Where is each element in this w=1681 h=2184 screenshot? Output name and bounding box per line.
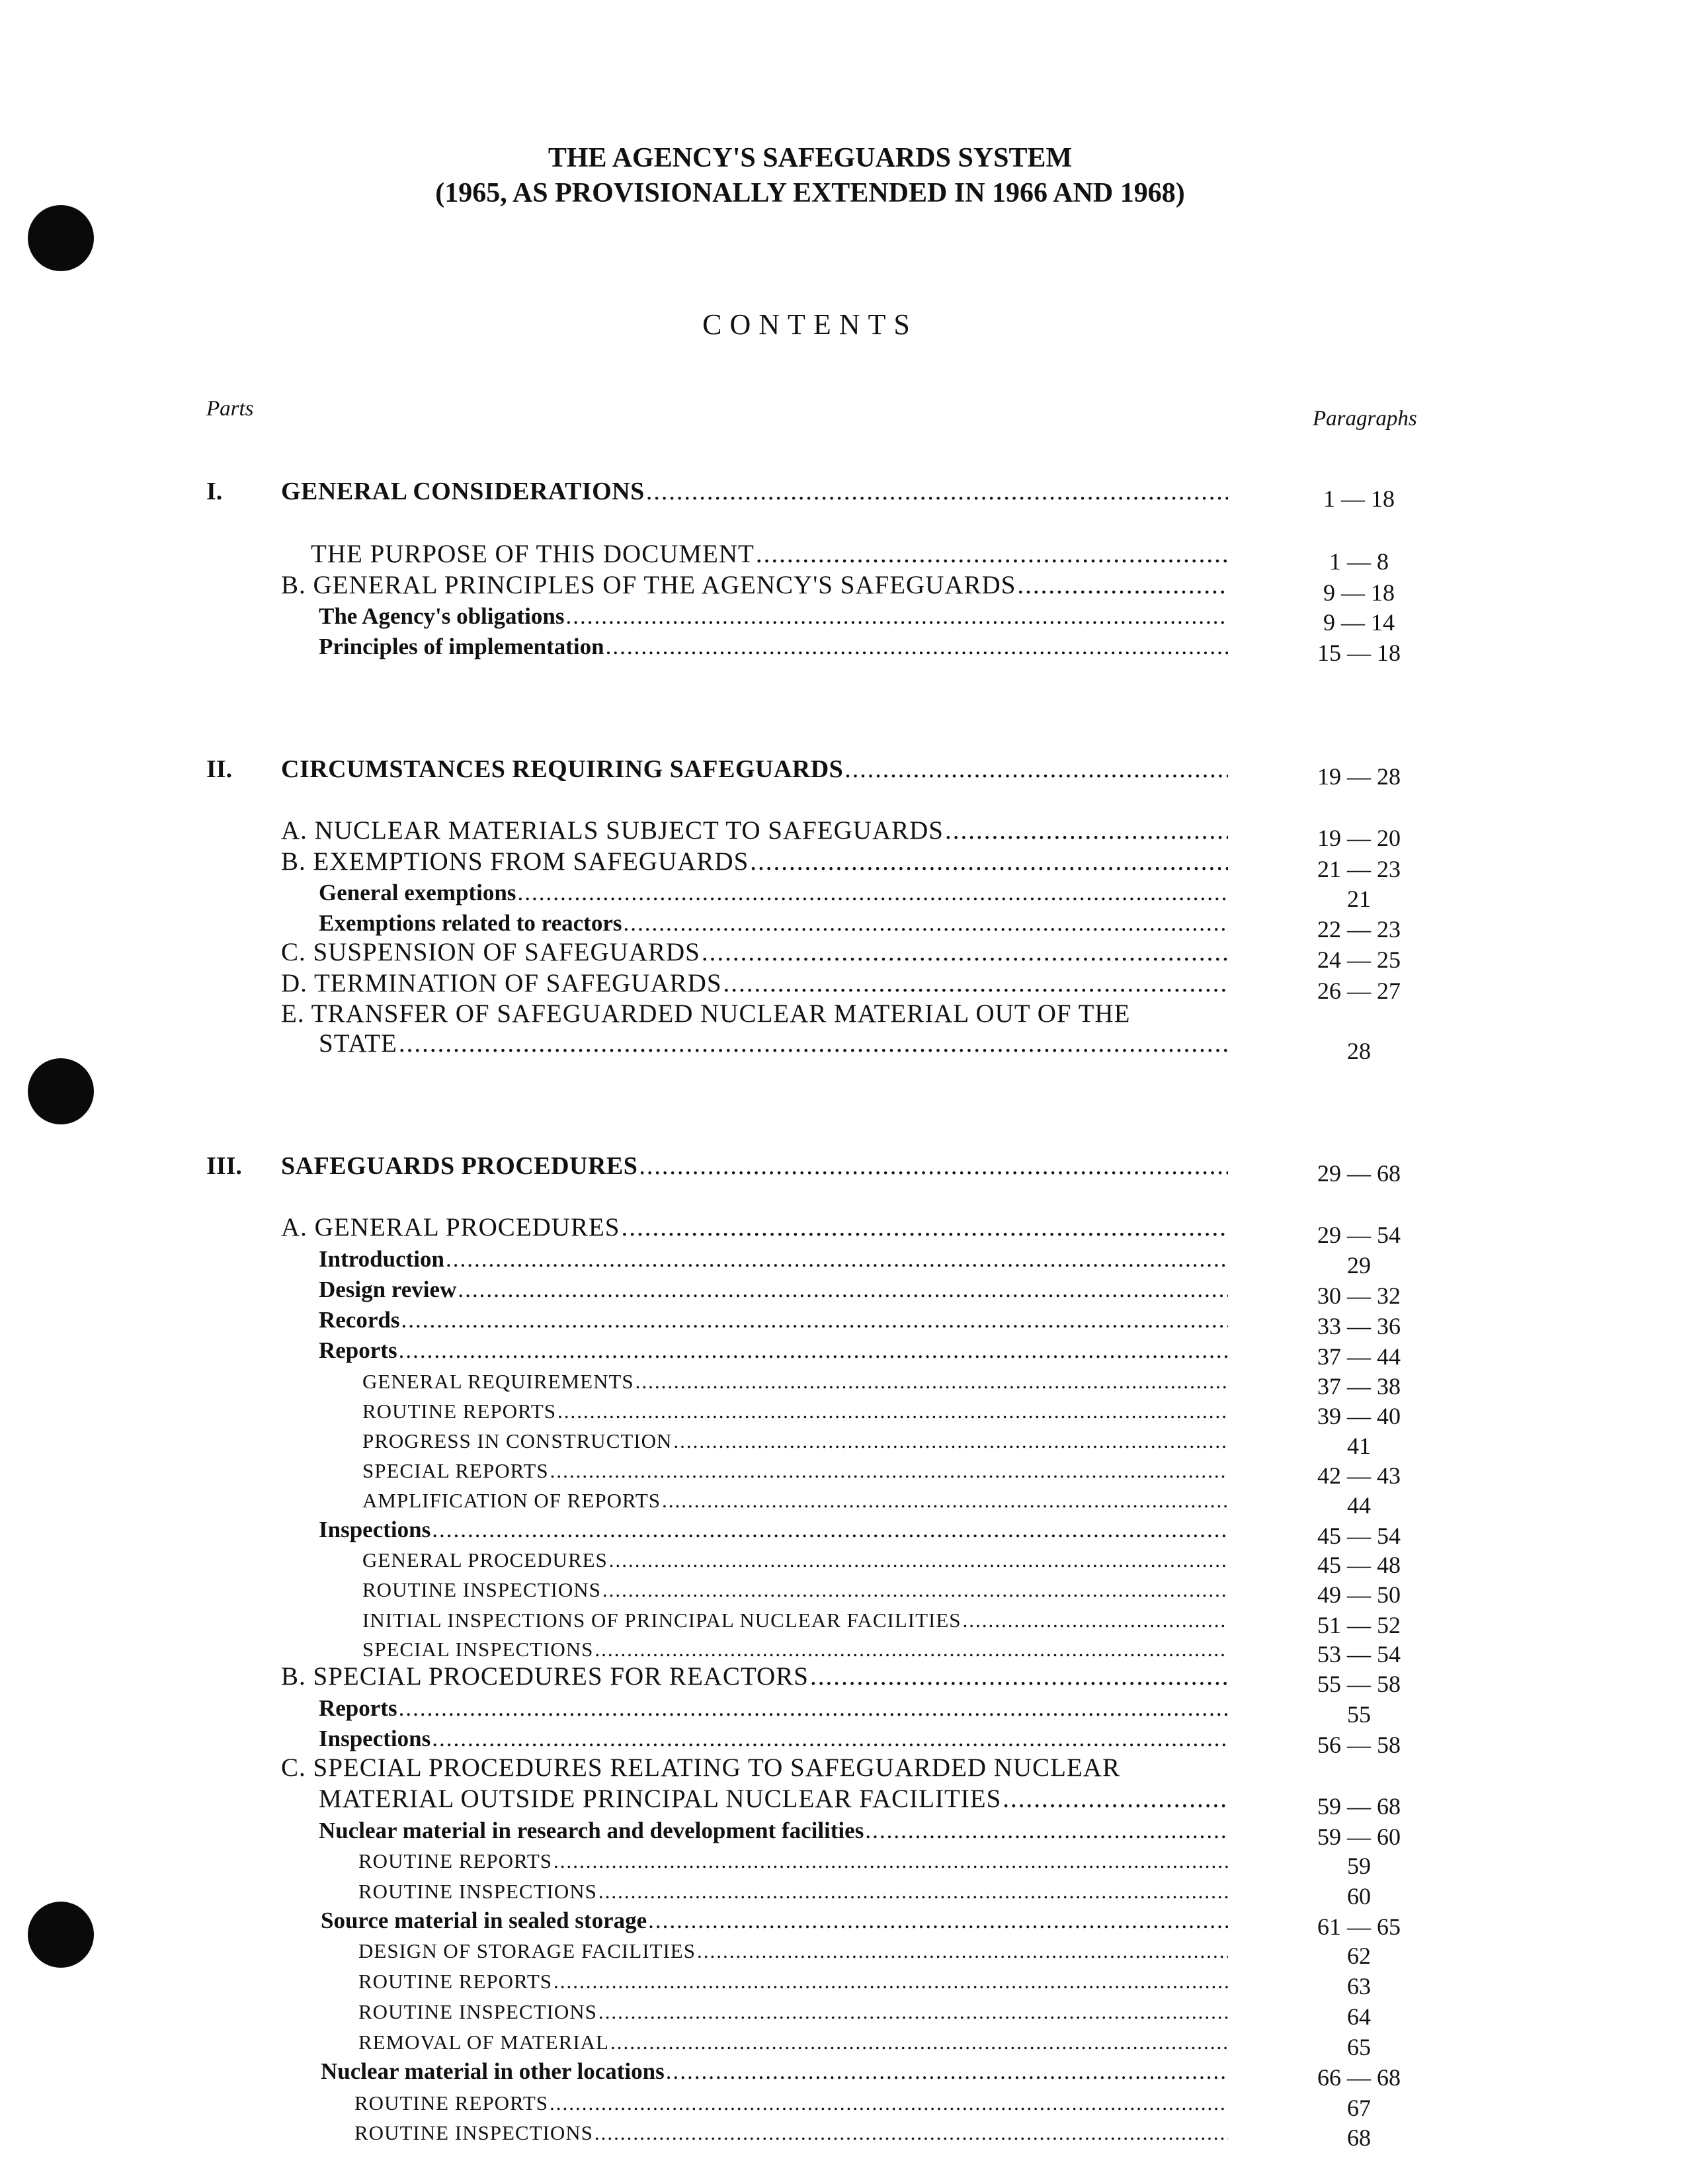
toc-paragraphs: 62 — [1347, 1943, 1371, 1969]
leader-dots — [554, 1970, 1228, 1994]
toc-paragraphs: 28 — [1347, 1038, 1371, 1064]
part-numeral: I. — [206, 478, 223, 505]
column-head-paragraphs: Paragraphs — [1313, 407, 1417, 431]
toc-paragraphs: 42 — 43 — [1317, 1462, 1401, 1489]
toc-paragraphs: 21 — [1347, 886, 1371, 912]
toc-paragraphs: 49 — 50 — [1317, 1581, 1401, 1608]
toc-label: ROUTINE INSPECTIONS — [362, 1578, 601, 1601]
toc-label: SAFEGUARDS PROCEDURES — [281, 1152, 638, 1180]
toc-paragraphs: 19 — 20 — [1317, 825, 1401, 851]
toc-label: THE PURPOSE OF THIS DOCUMENT — [311, 540, 755, 568]
part-numeral: III. — [206, 1152, 242, 1180]
toc-label: GENERAL CONSIDERATIONS — [281, 478, 645, 505]
toc-label: D. TERMINATION OF SAFEGUARDS — [281, 969, 722, 997]
part-numeral: II. — [206, 755, 233, 783]
toc-paragraphs: 24 — 25 — [1317, 946, 1401, 973]
leader-dots — [639, 1152, 1228, 1181]
leader-dots — [602, 1578, 1228, 1602]
leader-dots — [399, 1029, 1228, 1058]
toc-label: ROUTINE REPORTS — [358, 1970, 553, 1993]
toc-section-continued — [0, 1025, 1681, 1065]
toc-label: ROUTINE REPORTS — [354, 2091, 549, 2115]
toc-paragraphs: 41 — [1347, 1433, 1371, 1459]
toc-paragraphs: 67 — [1347, 2095, 1371, 2121]
leader-dots — [844, 755, 1228, 784]
toc-label: REMOVAL OF MATERIAL — [358, 2031, 609, 2054]
leader-dots — [810, 1661, 1228, 1691]
toc-label: A. NUCLEAR MATERIALS SUBJECT TO SAFEGUARDS — [281, 816, 944, 845]
toc-part-3 — [0, 1148, 1681, 1187]
toc-paragraphs: 19 — 28 — [1317, 763, 1401, 790]
toc-label: ROUTINE INSPECTIONS — [358, 2000, 597, 2023]
toc-label: ROUTINE INSPECTIONS — [354, 2121, 593, 2144]
toc-label: Reports — [319, 1695, 397, 1721]
punch-hole-middle — [28, 1058, 94, 1124]
toc-label: ROUTINE INSPECTIONS — [358, 1880, 597, 1903]
toc-paragraphs: 45 — 54 — [1317, 1523, 1401, 1549]
toc-paragraphs: 55 — [1347, 1701, 1371, 1728]
toc-paragraphs: 59 — 68 — [1317, 1793, 1401, 1820]
toc-paragraphs: 39 — 40 — [1317, 1403, 1401, 1429]
toc-label: AMPLIFICATION OF REPORTS — [362, 1489, 661, 1512]
toc-paragraphs: 26 — 27 — [1317, 978, 1401, 1004]
toc-label: E. TRANSFER OF SAFEGUARDED NUCLEAR MATERIAL OUT OF THE — [281, 999, 1131, 1028]
toc-label: Inspections — [319, 1726, 431, 1751]
toc-label: ROUTINE REPORTS — [362, 1400, 557, 1423]
leader-dots — [399, 1337, 1228, 1364]
leader-dots — [756, 539, 1228, 569]
toc-paragraphs: 15 — 18 — [1317, 640, 1401, 666]
document-subtitle: (1965, AS PROVISIONALLY EXTENDED IN 1966 AND 1968) — [435, 178, 1185, 208]
leader-dots — [1017, 570, 1228, 600]
toc-label: Design review — [319, 1277, 457, 1302]
toc-paragraphs: 51 — 52 — [1317, 1612, 1401, 1638]
toc-paragraphs: 45 — 48 — [1317, 1552, 1401, 1578]
toc-label: Records — [319, 1307, 400, 1333]
toc-label: B. EXEMPTIONS FROM SAFEGUARDS — [281, 847, 749, 876]
toc-paragraphs: 53 — 54 — [1317, 1641, 1401, 1667]
leader-dots — [945, 816, 1228, 845]
toc-paragraphs: 44 — [1347, 1492, 1371, 1519]
toc-label: INITIAL INSPECTIONS OF PRINCIPAL NUCLEAR FACILITIES — [362, 1609, 962, 1632]
toc-label: General exemptions — [319, 880, 516, 905]
leader-dots — [1003, 1784, 1228, 1814]
toc-label: Principles of implementation — [319, 634, 604, 659]
toc-paragraphs: 68 — [1347, 2124, 1371, 2151]
toc-label: C. SUSPENSION OF SAFEGUARDS — [281, 938, 700, 966]
toc-paragraphs: 60 — [1347, 1883, 1371, 1910]
leader-dots — [750, 847, 1228, 876]
toc-label: Nuclear material in other locations — [321, 2058, 665, 2084]
toc-label: B. SPECIAL PROCEDURES FOR REACTORS — [281, 1662, 809, 1691]
toc-label: GENERAL REQUIREMENTS — [362, 1370, 634, 1393]
leader-dots — [446, 1246, 1228, 1273]
toc-paragraphs: 64 — [1347, 2003, 1371, 2030]
toc-paragraphs: 37 — 38 — [1317, 1373, 1401, 1400]
toc-label: The Agency's obligations — [319, 603, 565, 629]
toc-label: GENERAL PROCEDURES — [362, 1548, 608, 1572]
toc-paragraphs: 30 — 32 — [1317, 1282, 1401, 1309]
toc-part-1 — [0, 473, 1681, 513]
contents-heading: CONTENTS — [702, 308, 918, 341]
toc-paragraphs: 61 — 65 — [1317, 1913, 1401, 1940]
toc-paragraphs: 9 — 14 — [1323, 609, 1395, 636]
toc-label: ROUTINE REPORTS — [358, 1849, 553, 1872]
leader-dots — [702, 937, 1228, 967]
toc-part-2 — [0, 751, 1681, 790]
toc-label: SPECIAL INSPECTIONS — [362, 1638, 594, 1661]
toc-label: MATERIAL OUTSIDE PRINCIPAL NUCLEAR FACILITIES — [319, 1785, 1002, 1813]
toc-label: Source material in sealed storage — [321, 1908, 647, 1933]
toc-label: A. GENERAL PROCEDURES — [281, 1213, 620, 1241]
leader-dots — [598, 1880, 1228, 1904]
leader-dots — [517, 880, 1228, 906]
toc-paragraphs: 59 — 60 — [1317, 1824, 1401, 1850]
leader-dots — [399, 1695, 1228, 1722]
toc-paragraphs: 65 — [1347, 2034, 1371, 2060]
toc-label: B. GENERAL PRINCIPLES OF THE AGENCY'S SAFEGUARDS — [281, 571, 1016, 599]
leader-dots — [623, 910, 1228, 937]
punch-hole-top — [28, 205, 94, 271]
toc-label: CIRCUMSTANCES REQUIRING SAFEGUARDS — [281, 755, 844, 783]
leader-dots — [458, 1277, 1228, 1303]
leader-dots — [554, 1849, 1228, 1873]
column-head-parts: Parts — [206, 397, 254, 421]
toc-label: SPECIAL REPORTS — [362, 1459, 549, 1482]
leader-dots — [401, 1307, 1228, 1333]
toc-label: Exemptions related to reactors — [319, 910, 622, 936]
toc-paragraphs: 59 — [1347, 1853, 1371, 1879]
toc-label: DESIGN OF STORAGE FACILITIES — [358, 1939, 696, 1962]
toc-paragraphs: 9 — 18 — [1323, 579, 1395, 606]
toc-paragraphs: 56 — 58 — [1317, 1732, 1401, 1758]
leader-dots — [594, 2121, 1228, 2145]
toc-paragraphs: 55 — 58 — [1317, 1671, 1401, 1697]
toc-paragraphs: 1 — 18 — [1323, 485, 1395, 512]
leader-dots — [606, 634, 1228, 660]
leader-dots — [697, 1939, 1228, 1963]
toc-paragraphs: 66 — 68 — [1317, 2064, 1401, 2091]
leader-dots — [565, 603, 1228, 630]
toc-paragraphs: 37 — 44 — [1317, 1343, 1401, 1370]
toc-label: STATE — [319, 1029, 397, 1058]
toc-paragraphs: 29 — 54 — [1317, 1222, 1401, 1248]
toc-paragraphs: 29 — [1347, 1252, 1371, 1279]
toc-item — [0, 2112, 1681, 2152]
toc-label: PROGRESS IN CONSTRUCTION — [362, 1429, 673, 1452]
leader-dots — [610, 2031, 1228, 2054]
toc-label: Introduction — [319, 1246, 444, 1272]
toc-paragraphs: 22 — 23 — [1317, 916, 1401, 943]
toc-label: C. SPECIAL PROCEDURES RELATING TO SAFEGUARDED NUCLEAR — [281, 1753, 1120, 1782]
leader-dots — [432, 1726, 1228, 1752]
leader-dots — [666, 2058, 1228, 2085]
leader-dots — [622, 1212, 1229, 1242]
leader-dots — [646, 477, 1228, 506]
toc-label: Reports — [319, 1337, 397, 1363]
toc-paragraphs: 29 — 68 — [1317, 1160, 1401, 1187]
toc-paragraphs: 21 — 23 — [1317, 856, 1401, 882]
leader-dots — [723, 968, 1228, 998]
toc-subsection — [0, 627, 1681, 667]
toc-paragraphs: 63 — [1347, 1973, 1371, 1999]
leader-dots — [662, 1489, 1228, 1513]
document-title: THE AGENCY'S SAFEGUARDS SYSTEM — [548, 143, 1073, 173]
toc-paragraphs: 1 — 8 — [1329, 548, 1389, 575]
leader-dots — [598, 2000, 1228, 2024]
toc-label: Nuclear material in research and development facilities — [319, 1818, 864, 1843]
toc-label: Inspections — [319, 1517, 431, 1542]
toc-paragraphs: 33 — 36 — [1317, 1313, 1401, 1339]
